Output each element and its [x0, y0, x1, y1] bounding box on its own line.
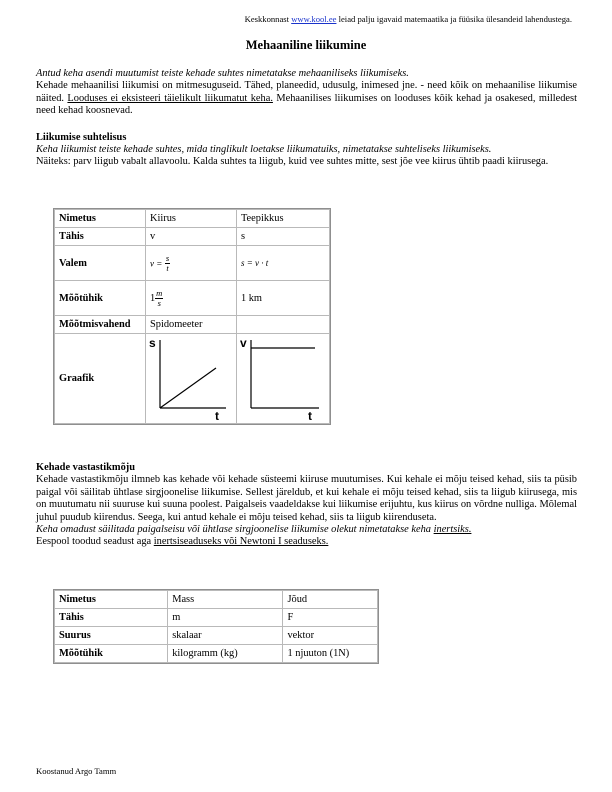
- unit-coefficient: 1: [149, 292, 156, 304]
- newton-law-text: Eespool toodud seadust aga: [36, 536, 152, 548]
- cell-distance-graph: [146, 334, 236, 423]
- unit-denominator: s: [157, 297, 161, 308]
- intro-definition: Antud keha asendi muutumist teiste kehade suhtes nimetatakse mehaaniliseks liikumiseks.: [36, 68, 409, 79]
- row-label-formula: Valem: [55, 246, 145, 280]
- table-row: [55, 316, 329, 333]
- cell-force: Jõud: [283, 591, 377, 608]
- intro-text-2: Mehaanilises liikumises on looduses kõik kehad ja osakesed, milledest need kehad koosnevad.: [36, 92, 577, 117]
- cell-distance-formula: s = v · t: [237, 246, 329, 280]
- graph-line-proportional: [160, 368, 216, 408]
- intro-paragraph: [36, 80, 577, 117]
- formula-lhs: v =: [149, 258, 163, 268]
- cell-distance: Teepikkus: [237, 210, 329, 227]
- cell-speed-graph: [237, 334, 329, 423]
- cell-speed-formula: [146, 246, 236, 280]
- row-label-quantity: Suurus: [55, 627, 167, 644]
- cell-distance-symbol: s: [237, 228, 329, 245]
- graph-y-label: v: [239, 336, 247, 350]
- graph-x-label: t: [307, 409, 312, 420]
- cell-mass: Mass: [168, 591, 282, 608]
- section-interaction: [36, 462, 577, 549]
- row-label-symbol: Tähis: [55, 228, 145, 245]
- page-title: Mehaaniline liikumine: [245, 38, 367, 52]
- unit-fraction: [155, 289, 163, 308]
- section-heading-relativity: Liikumise suhtelisus: [36, 131, 127, 143]
- unit-numerator: m: [156, 287, 163, 298]
- table-row: [55, 627, 377, 644]
- cell-force-symbol: F: [283, 609, 377, 626]
- relativity-example: Näiteks: parv liigub vabalt allavoolu. Kalda suhtes ta liigub, kuid vee suhtes mitte, sest jõe vee kiirus ühtib paadi kiirusega.: [36, 156, 549, 168]
- table-row: [55, 246, 329, 280]
- cell-distance-instrument: [237, 316, 329, 333]
- cell-speed: Kiirus: [146, 210, 236, 227]
- row-label-instrument: Mõõtmisvahend: [55, 316, 145, 333]
- formula-numerator: s: [165, 252, 170, 263]
- interaction-paragraph: Kehade vastastikmõju ilmneb kas kehade või kehade süsteemi kiiruse muutumises. Kui kehale ei mõju teised kehad, siis ta püsib paigal või säilitab ühtlase sirgjoonelise liikumise. Sellest järeldub, et kui kehale ei mõju teised kehad, siis ta liigub kiirusega, mis on muutumatu nii suuruse kui suuna poolest. Paigalseis vaadeldakse kui liikumise erijuhtu, kus kiirus on võrdne nulliga. Mõlemal juhul puudub kiirendus. Seega, kui antud kehale ei mõju teised kehad, siis ta liigub kiirenduseta.: [36, 474, 577, 523]
- row-label-symbol: Tähis: [55, 609, 167, 626]
- newton-law-term: inertsiseaduseks või Newtoni I seaduseks.: [153, 536, 329, 548]
- cell-mass-unit: kilogramm (kg): [168, 645, 282, 662]
- speed-time-graph: [237, 334, 325, 420]
- page-footer: Koostanud Argo Tamm: [36, 766, 117, 776]
- table-row: [55, 210, 329, 227]
- page-header: [245, 14, 572, 24]
- relativity-definition: Keha liikumist teiste kehade suhtes, mida tinglikult loetakse liikumatuiks, nimetatakse suhteliseks liikumiseks.: [36, 144, 492, 156]
- intro-underlined: Looduses ei eksisteeri täielikult liikumatut keha.: [67, 92, 273, 104]
- formula-fraction: [165, 254, 170, 273]
- table-row: [55, 609, 377, 626]
- header-link[interactable]: www.kool.ee: [291, 14, 337, 24]
- table-row: [55, 228, 329, 245]
- row-label-unit: Mõõtühik: [55, 281, 145, 315]
- row-label-unit: Mõõtühik: [55, 645, 167, 662]
- cell-force-quantity: vektor: [283, 627, 377, 644]
- cell-mass-symbol: m: [168, 609, 282, 626]
- kinematics-table: [53, 208, 331, 425]
- cell-mass-quantity: skalaar: [168, 627, 282, 644]
- dynamics-table: [53, 589, 379, 664]
- inertia-term: inertsiks.: [433, 524, 472, 536]
- row-label-name: Nimetus: [55, 210, 145, 227]
- row-label-graph: Graafik: [55, 334, 145, 423]
- cell-force-unit: 1 njuuton (1N): [283, 645, 377, 662]
- table-row: [55, 591, 377, 608]
- cell-speed-instrument: Spidomeeter: [146, 316, 236, 333]
- formula-denominator: t: [166, 262, 169, 273]
- distance-time-graph: [146, 334, 232, 420]
- cell-speed-unit: [146, 281, 236, 315]
- inertia-definition: [36, 524, 577, 536]
- table-row: [55, 334, 329, 423]
- table-row: [55, 645, 377, 662]
- table-row: [55, 281, 329, 315]
- header-prefix: Keskkonnast: [244, 14, 290, 24]
- row-label-name: Nimetus: [55, 591, 167, 608]
- graph-y-label: s: [148, 336, 156, 350]
- newton-law-sentence: [36, 536, 577, 548]
- intro-text-1: Kehade mehaanilisi liikumisi on mitmesuguseid. Tähed, planeedid, udusulg, inimesed jne. - need kõik on mehaanilise liikumise näited.: [36, 80, 577, 104]
- inertia-definition-text: Keha omadust säilitada paigalseisu või ühtlase sirgjoonelise liikumise olekut nimetatakse keha: [36, 524, 431, 536]
- graph-x-label: t: [214, 409, 219, 420]
- cell-speed-symbol: v: [146, 228, 236, 245]
- header-suffix: leiad palju igavaid matemaatika ja füüsika ülesandeid lahendustega.: [338, 14, 572, 24]
- document-body: [36, 68, 577, 169]
- section-heading-interaction: Kehade vastastikmõju: [36, 462, 136, 473]
- cell-distance-unit: 1 km: [237, 281, 329, 315]
